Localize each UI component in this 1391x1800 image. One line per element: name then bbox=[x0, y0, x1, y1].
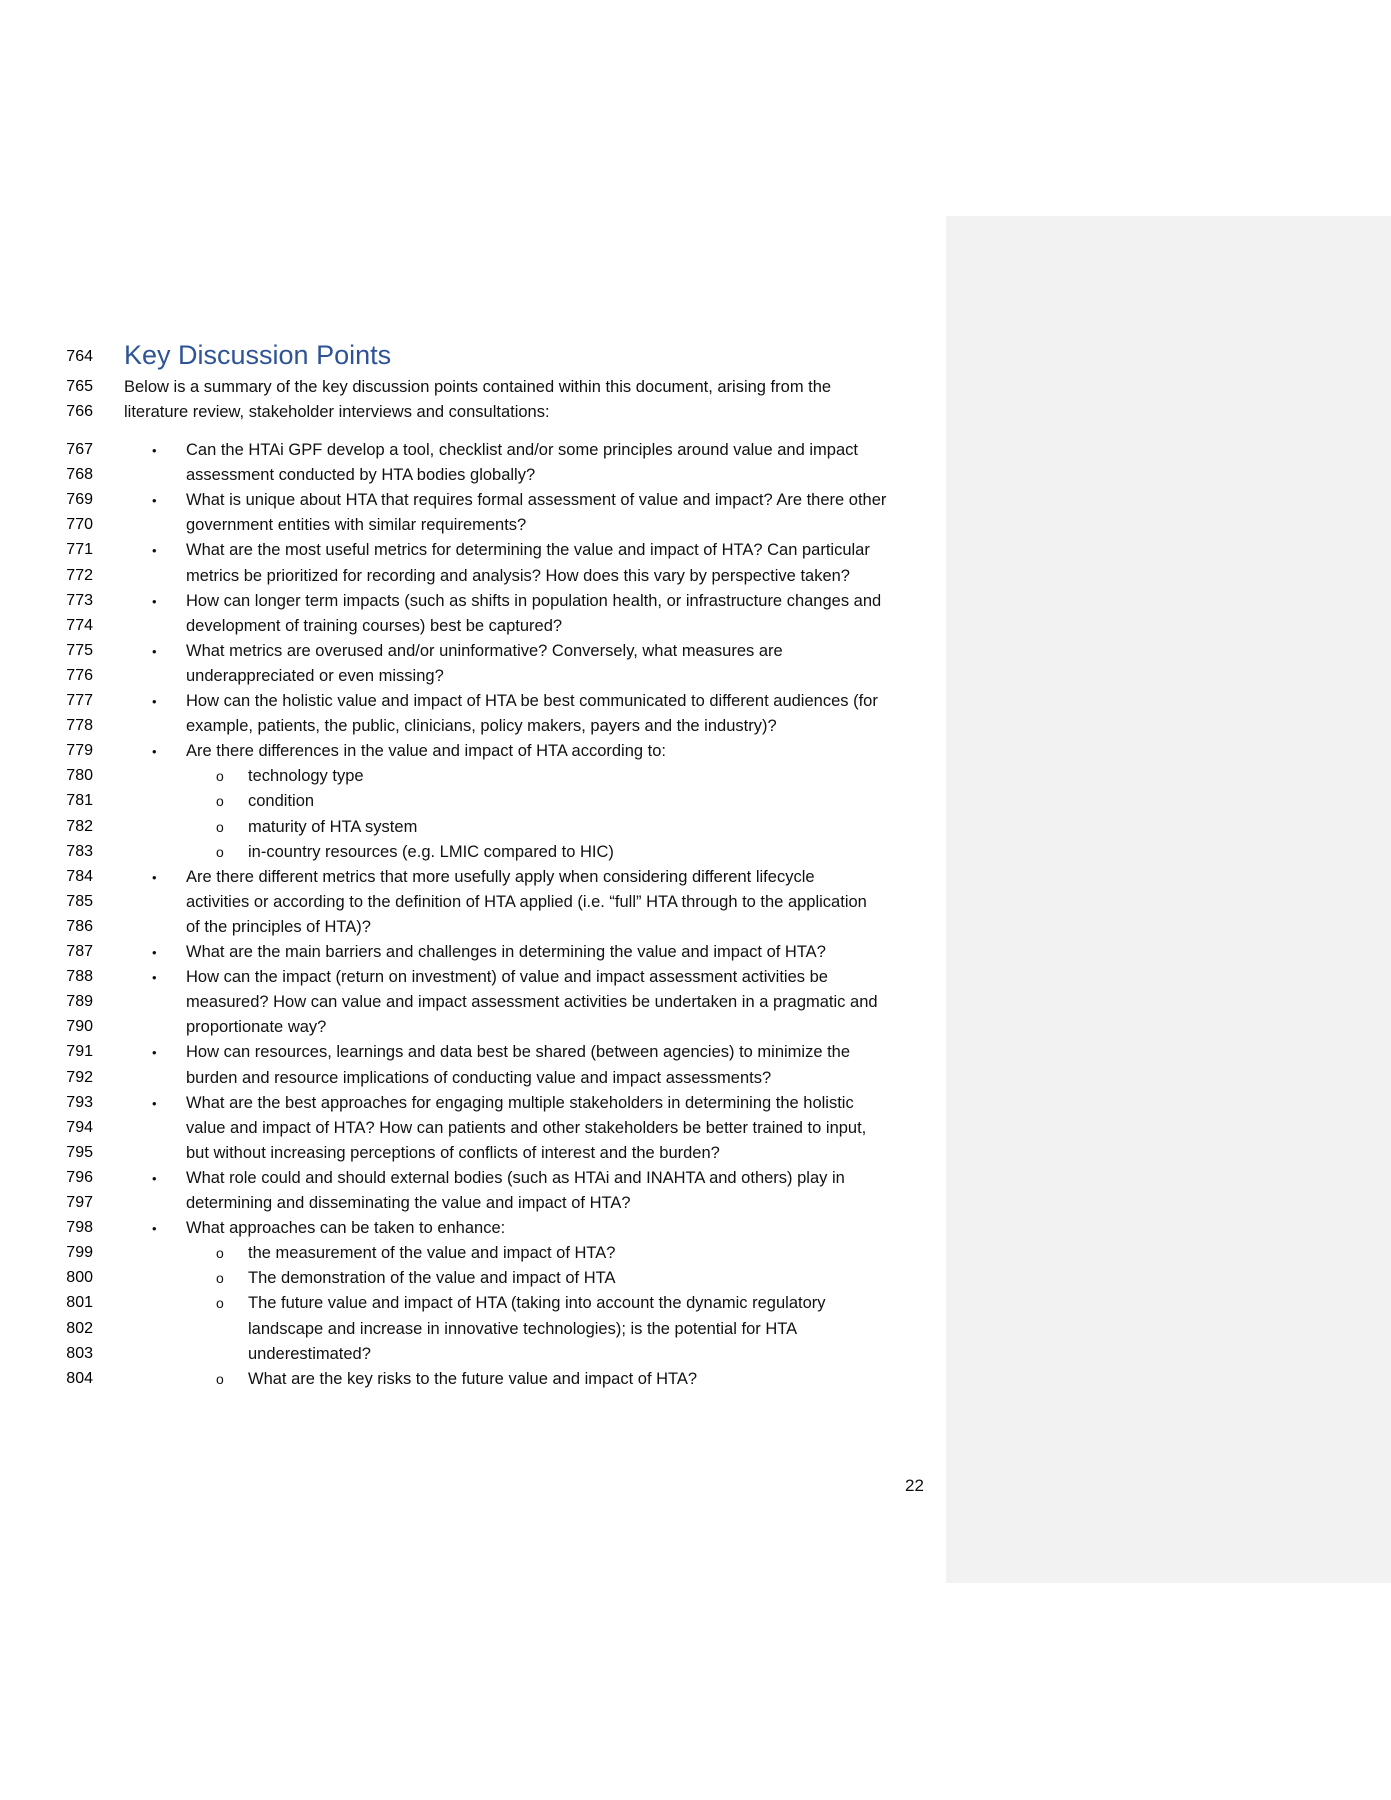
line-number: 804 bbox=[66, 1369, 93, 1387]
sub-bullet-icon: o bbox=[216, 843, 224, 860]
list-item: measured? How can value and impact assessment activities be undertaken in a pragmatic and bbox=[186, 993, 878, 1012]
list-item: proportionate way? bbox=[186, 1018, 327, 1037]
sub-bullet-icon: o bbox=[216, 1270, 224, 1287]
line-number: 778 bbox=[66, 717, 93, 735]
section-heading: Key Discussion Points bbox=[124, 340, 392, 370]
page-number: 22 bbox=[905, 1476, 924, 1495]
line-number: 769 bbox=[66, 491, 93, 509]
sub-list-item: technology type bbox=[248, 767, 364, 786]
list-item: What metrics are overused and/or uninformative? Conversely, what measures are bbox=[186, 641, 783, 660]
list-item: What are the best approaches for engaging multiple stakeholders in determining the holistic bbox=[186, 1093, 854, 1112]
list-item: development of training courses) best be captured? bbox=[186, 616, 563, 635]
bullet-icon: • bbox=[152, 1170, 157, 1186]
line-number: 783 bbox=[66, 842, 93, 860]
list-item: but without increasing perceptions of conflicts of interest and the burden? bbox=[186, 1143, 720, 1162]
line-number: 777 bbox=[66, 692, 93, 709]
line-number: 770 bbox=[66, 516, 93, 534]
list-item: Are there differences in the value and impact of HTA according to: bbox=[186, 742, 666, 761]
bullet-icon: • bbox=[152, 443, 157, 458]
list-item: How can the impact (return on investment) of value and impact assessment activities be bbox=[186, 968, 828, 987]
line-number: 773 bbox=[66, 591, 93, 609]
list-item: of the principles of HTA)? bbox=[186, 917, 371, 936]
sub-bullet-icon: o bbox=[216, 818, 224, 835]
list-item: burden and resource implications of conducting value and impact assessments? bbox=[186, 1068, 772, 1087]
sub-bullet-icon: o bbox=[216, 1370, 224, 1387]
sub-bullet-icon: o bbox=[216, 768, 224, 785]
list-item: What approaches can be taken to enhance: bbox=[186, 1219, 506, 1238]
list-item: How can the holistic value and impact of HTA be best communicated to different audiences (for bbox=[186, 692, 878, 710]
bullet-icon: • bbox=[152, 1095, 157, 1111]
line-number: 768 bbox=[66, 466, 93, 484]
line-number: 780 bbox=[66, 767, 93, 785]
line-number: 771 bbox=[66, 541, 93, 559]
list-item: What are the most useful metrics for determining the value and impact of HTA? Can particular bbox=[186, 541, 870, 560]
line-number: 788 bbox=[66, 968, 93, 986]
paragraph-line: Below is a summary of the key discussion points contained within this document, arising from the bbox=[124, 378, 832, 396]
sub-list-item: landscape and increase in innovative technologies); is the potential for HTA bbox=[248, 1319, 798, 1338]
sub-list-item: The demonstration of the value and impact of HTA bbox=[248, 1269, 616, 1288]
line-number: 799 bbox=[66, 1244, 93, 1262]
line-number: 786 bbox=[66, 917, 93, 935]
line-number: 764 bbox=[66, 348, 93, 365]
paragraph-line: literature review, stakeholder interviews and consultations: bbox=[124, 403, 550, 421]
line-number: 772 bbox=[66, 566, 93, 584]
list-item: assessment conducted by HTA bodies globally? bbox=[186, 466, 536, 485]
list-item: How can resources, learnings and data best be shared (between agencies) to minimize the bbox=[186, 1043, 851, 1062]
line-number: 794 bbox=[66, 1118, 93, 1136]
line-number: 782 bbox=[66, 817, 93, 835]
comment-pane bbox=[946, 216, 1391, 1583]
bullet-icon: • bbox=[152, 643, 157, 659]
list-item: Are there different metrics that more usefully apply when considering different lifecycle bbox=[186, 867, 815, 886]
list-item: government entities with similar requirements? bbox=[186, 516, 527, 535]
bullet-icon: • bbox=[152, 970, 157, 986]
line-number: 787 bbox=[66, 943, 93, 960]
list-item: value and impact of HTA? How can patients and other stakeholders be better trained to input, bbox=[186, 1118, 867, 1137]
line-number: 800 bbox=[66, 1269, 93, 1287]
bullet-icon: • bbox=[152, 1045, 157, 1061]
bullet-icon: • bbox=[152, 543, 157, 559]
bullet-icon: • bbox=[152, 493, 157, 509]
line-number: 792 bbox=[66, 1068, 93, 1086]
bullet-icon: • bbox=[152, 945, 157, 960]
list-item: determining and disseminating the value and impact of HTA? bbox=[186, 1194, 631, 1212]
sub-bullet-icon: o bbox=[216, 1245, 224, 1262]
list-item: How can longer term impacts (such as shifts in population health, or infrastructure changes and bbox=[186, 591, 882, 610]
sub-list-item: condition bbox=[248, 792, 315, 811]
line-number: 774 bbox=[66, 616, 93, 634]
list-item: underappreciated or even missing? bbox=[186, 666, 444, 685]
sub-list-item: The future value and impact of HTA (taking into account the dynamic regulatory bbox=[248, 1294, 826, 1313]
bullet-icon: • bbox=[152, 744, 157, 760]
sub-list-item: What are the key risks to the future value and impact of HTA? bbox=[248, 1369, 698, 1388]
bullet-icon: • bbox=[152, 593, 157, 609]
line-number: 781 bbox=[66, 792, 93, 810]
sub-list-item: underestimated? bbox=[248, 1344, 371, 1363]
sub-bullet-icon: o bbox=[216, 793, 224, 810]
list-item: metrics be prioritized for recording and analysis? How does this vary by perspective taken? bbox=[186, 566, 850, 585]
list-item: What is unique about HTA that requires formal assessment of value and impact? Are there other bbox=[186, 491, 887, 510]
line-number: 795 bbox=[66, 1143, 93, 1161]
line-number: 767 bbox=[66, 441, 93, 458]
sub-list-item: the measurement of the value and impact of HTA? bbox=[248, 1244, 616, 1263]
line-number: 796 bbox=[66, 1168, 93, 1186]
line-number: 765 bbox=[66, 378, 93, 395]
line-number: 776 bbox=[66, 666, 93, 684]
line-number: 775 bbox=[66, 641, 93, 659]
list-item: activities or according to the definition of HTA applied (i.e. “full” HTA through to the application bbox=[186, 892, 867, 911]
list-item: What are the main barriers and challenges in determining the value and impact of HTA? bbox=[186, 943, 826, 961]
sub-bullet-icon: o bbox=[216, 1295, 224, 1312]
line-number: 803 bbox=[66, 1344, 93, 1362]
line-number: 802 bbox=[66, 1319, 93, 1337]
list-item: Can the HTAi GPF develop a tool, checklist and/or some principles around value and impact bbox=[186, 441, 858, 459]
line-number: 791 bbox=[66, 1043, 93, 1061]
line-number: 797 bbox=[66, 1194, 93, 1211]
line-number: 801 bbox=[66, 1294, 93, 1312]
bullet-icon: • bbox=[152, 694, 157, 709]
line-number: 779 bbox=[66, 742, 93, 760]
list-item: example, patients, the public, clinicians, policy makers, payers and the industry)? bbox=[186, 717, 777, 736]
bullet-icon: • bbox=[152, 869, 157, 885]
line-number: 785 bbox=[66, 892, 93, 910]
bullet-icon: • bbox=[152, 1221, 157, 1237]
line-number: 790 bbox=[66, 1018, 93, 1036]
line-number: 784 bbox=[66, 867, 93, 885]
line-number: 798 bbox=[66, 1219, 93, 1237]
line-number: 789 bbox=[66, 993, 93, 1011]
line-number: 766 bbox=[66, 403, 93, 420]
sub-list-item: in-country resources (e.g. LMIC compared to HIC) bbox=[248, 842, 614, 861]
line-number: 793 bbox=[66, 1093, 93, 1111]
sub-list-item: maturity of HTA system bbox=[248, 817, 418, 836]
list-item: What role could and should external bodies (such as HTAi and INAHTA and others) play in bbox=[186, 1168, 845, 1187]
